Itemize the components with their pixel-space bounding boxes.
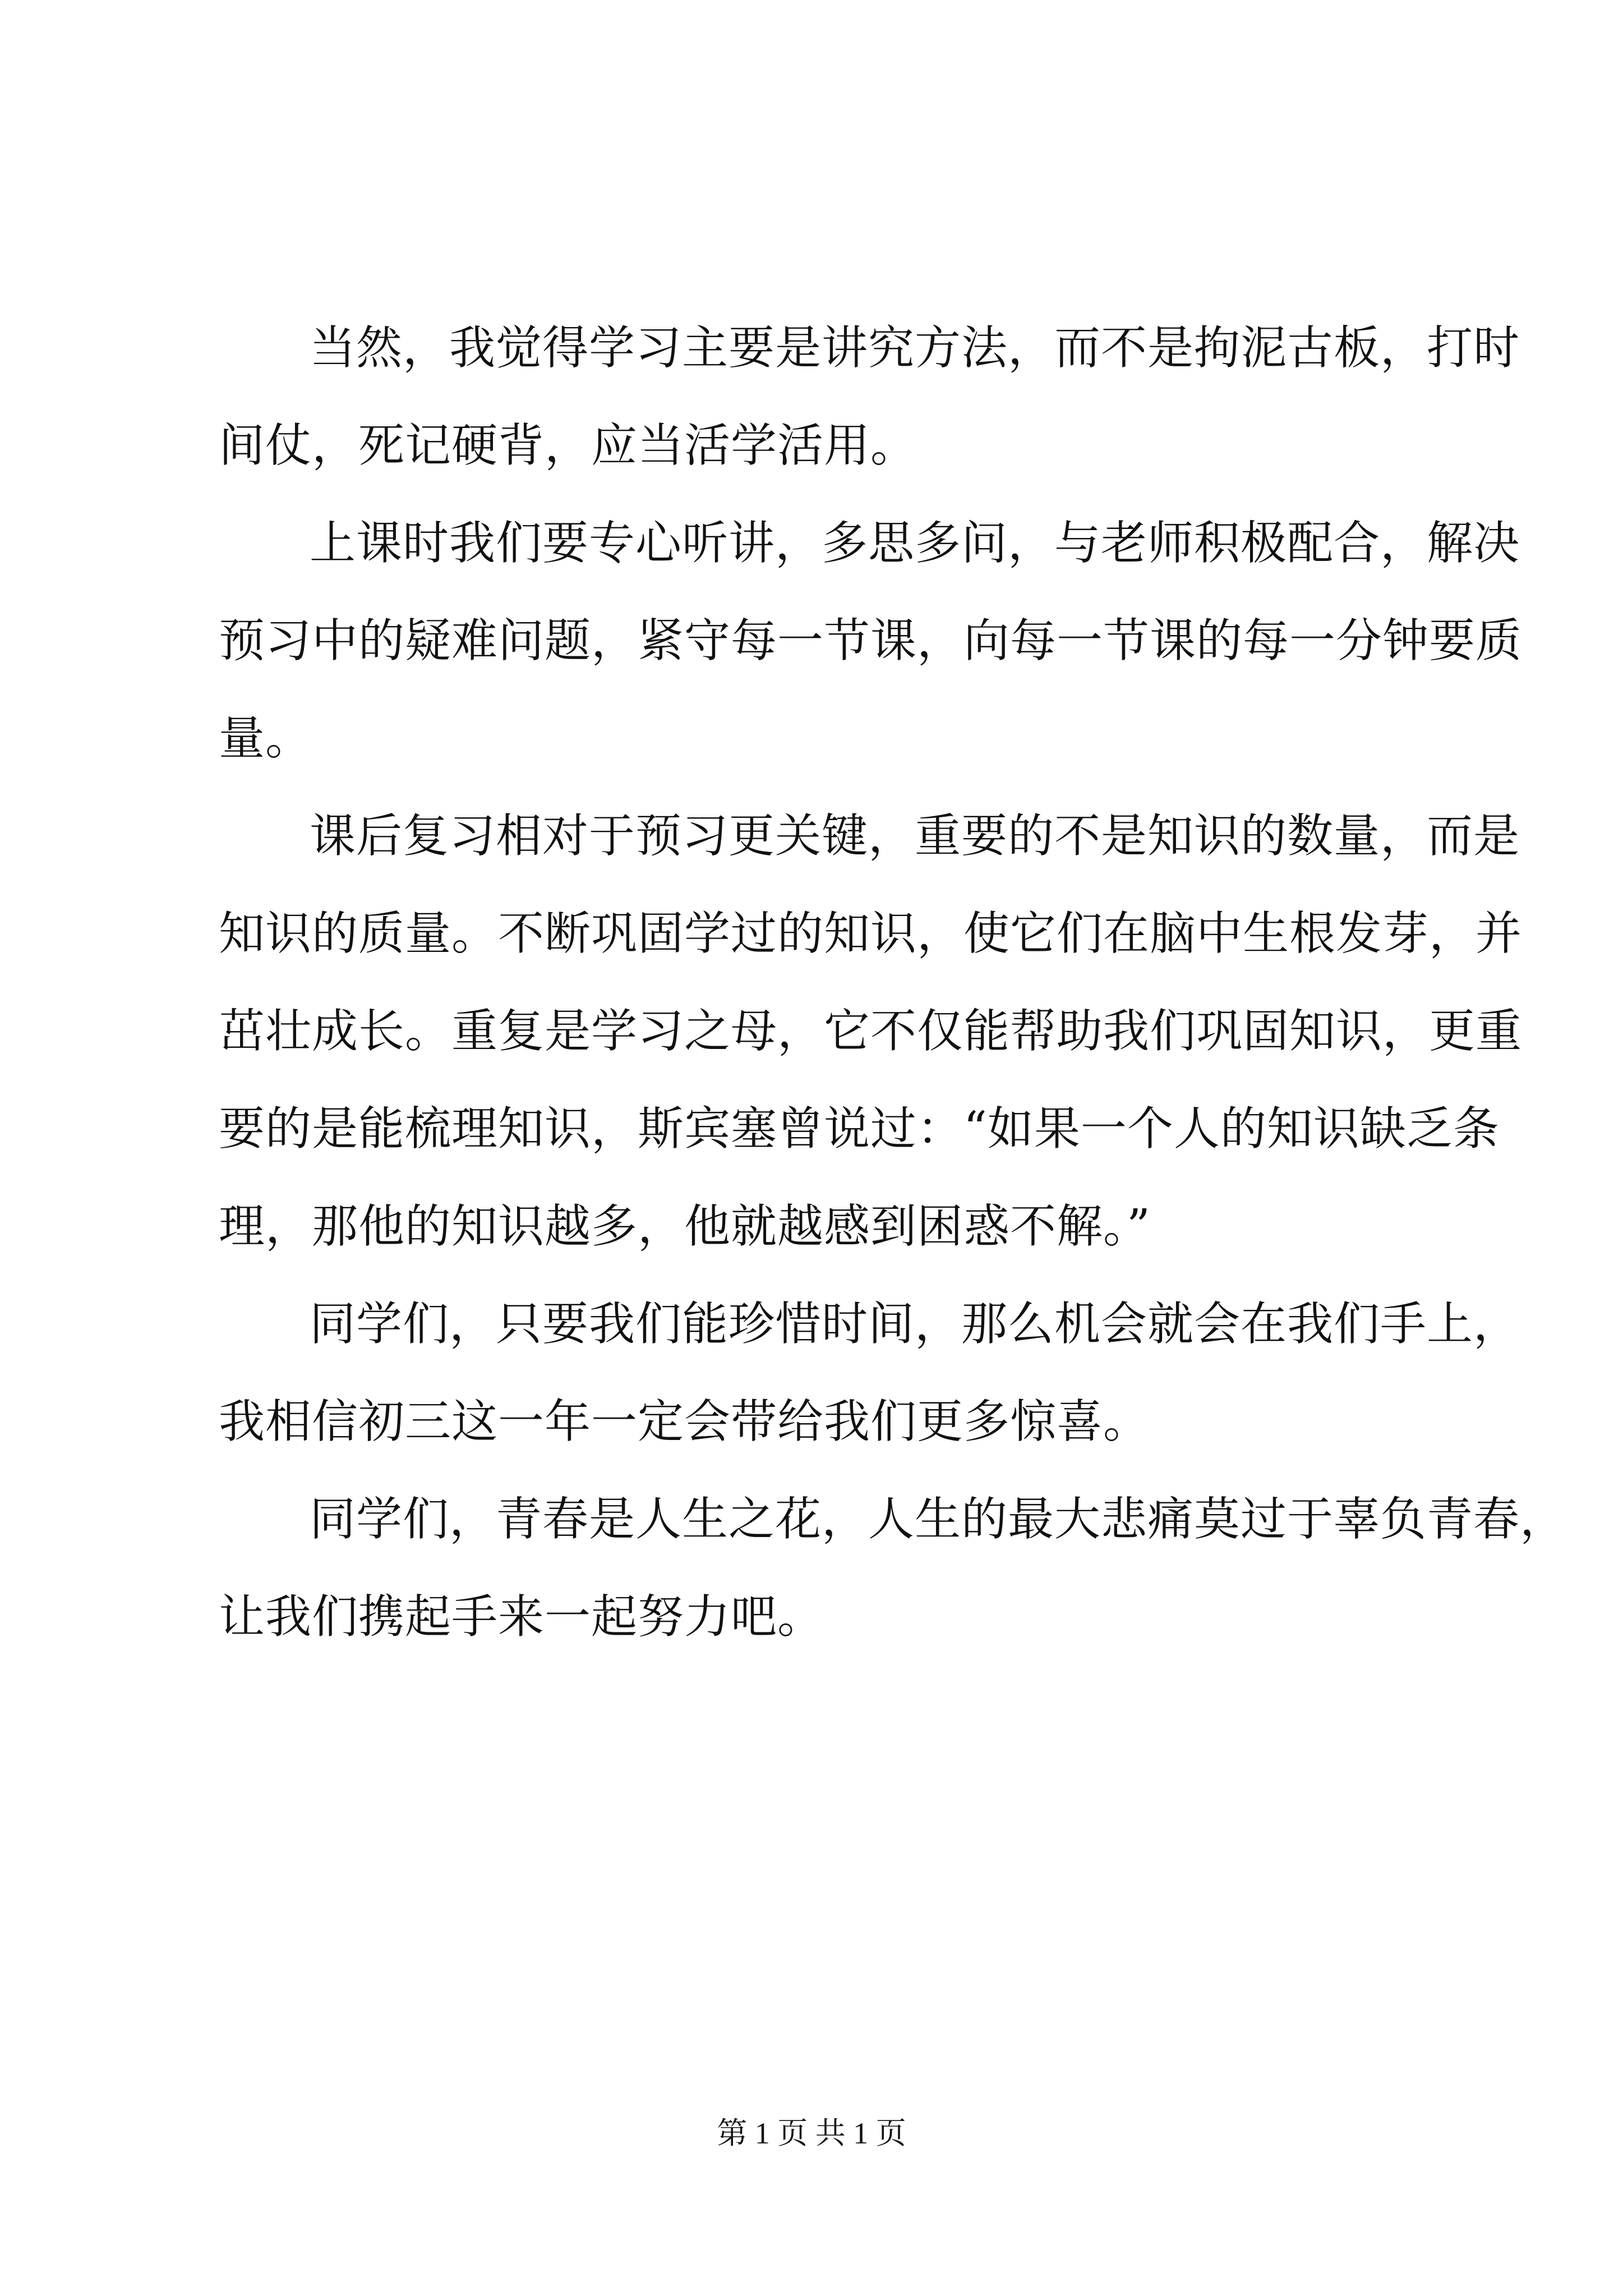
paragraph-2 bbox=[219, 495, 1523, 788]
paragraph-5 bbox=[219, 1471, 1567, 1666]
document-body bbox=[219, 300, 1567, 1666]
paragraph-line: 预习中的疑难问题，紧守每一节课，向每一节课的每一分钟要质 bbox=[219, 614, 1523, 668]
paragraph-line: 要的是能梳理知识，斯宾塞曾说过：“如果一个人的知识缺乏条 bbox=[219, 1102, 1500, 1156]
paragraph-line: 理，那他的知识越多，他就越感到困惑不解。” bbox=[219, 1200, 1151, 1253]
paragraph-line: 知识的质量。不断巩固学过的知识，使它们在脑中生根发芽，并 bbox=[219, 907, 1523, 960]
paragraph-3 bbox=[219, 788, 1523, 1276]
page-number-footer: 第 1 页 共 1 页 bbox=[717, 2116, 906, 2150]
paragraph-line: 同学们，青春是人生之花，人生的最大悲痛莫过于辜负青春， bbox=[310, 1493, 1567, 1546]
paragraph-line: 同学们，只要我们能珍惜时间，那么机会就会在我们手上， bbox=[310, 1297, 1520, 1351]
paragraph-line: 量。 bbox=[219, 712, 312, 765]
paragraph-line: 茁壮成长。重复是学习之母，它不仅能帮助我们巩固知识，更重 bbox=[219, 1005, 1523, 1058]
paragraph-1 bbox=[219, 300, 1520, 495]
paragraph-4 bbox=[219, 1276, 1520, 1471]
paragraph-line: 课后复习相对于预习更关键，重要的不是知识的数量，而是 bbox=[310, 809, 1520, 863]
paragraph-line: 让我们携起手来一起努力吧。 bbox=[219, 1590, 824, 1644]
paragraph-line: 上课时我们要专心听讲，多思多问，与老师积极配合，解决 bbox=[310, 517, 1520, 570]
paragraph-line: 我相信初三这一年一定会带给我们更多惊喜。 bbox=[219, 1395, 1150, 1448]
paragraph-line: 间仗，死记硬背，应当活学活用。 bbox=[219, 419, 917, 472]
paragraph-line: 当然，我觉得学习主要是讲究方法，而不是拘泥古板，打时 bbox=[310, 321, 1520, 375]
